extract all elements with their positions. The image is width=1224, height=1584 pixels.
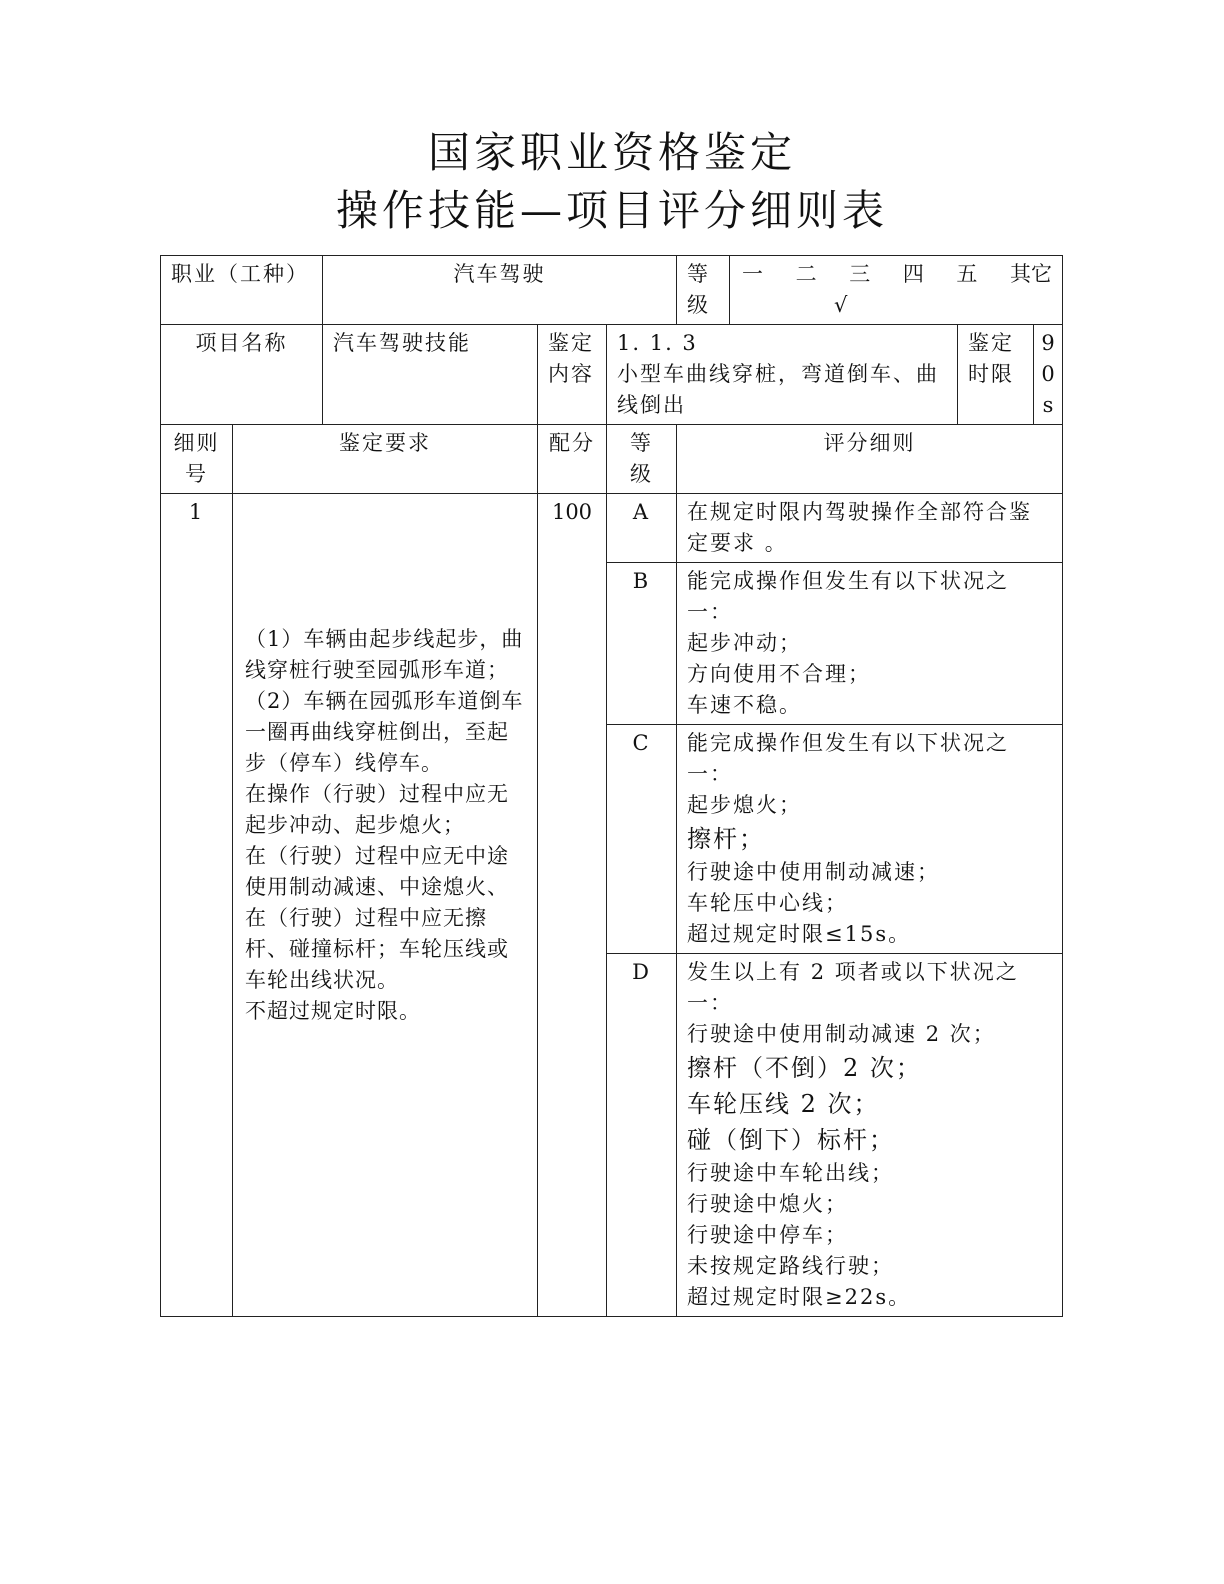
project-value: 汽车驾驶技能 bbox=[323, 325, 538, 425]
level-label bbox=[677, 256, 730, 325]
level-option-2: 二 bbox=[795, 262, 817, 286]
level-check-mark: √ bbox=[834, 293, 850, 317]
detail-line: 行驶途中停车； bbox=[687, 1223, 849, 1247]
score-value: 100 bbox=[538, 494, 607, 1317]
grade-b-detail bbox=[677, 563, 1063, 725]
occupation-label: 职业（工种） bbox=[161, 256, 323, 325]
detail-line: 能完成操作但发生有以下状况之一： bbox=[687, 569, 1010, 624]
time-label-2: 时限 bbox=[968, 362, 1015, 386]
detail-line: 擦杆（不倒）2 次； bbox=[687, 1054, 922, 1082]
level-label-2: 级 bbox=[687, 293, 711, 317]
col-requirement: 鉴定要求 bbox=[233, 425, 538, 494]
detail-line: 行驶途中使用制动减速 2 次； bbox=[687, 1022, 996, 1046]
detail-line: 超过规定时限≤15s。 bbox=[687, 922, 912, 946]
col-rule-no bbox=[161, 425, 233, 494]
level-label-1: 等 bbox=[687, 262, 711, 286]
col-grade-2: 级 bbox=[630, 462, 654, 486]
scoring-table bbox=[160, 255, 1063, 1317]
time-value: 90s bbox=[1034, 325, 1063, 425]
time-label-1: 鉴定 bbox=[968, 331, 1015, 355]
grade-c-detail bbox=[677, 725, 1063, 954]
grade-a: A bbox=[607, 494, 677, 563]
detail-line: 行驶途中使用制动减速； bbox=[687, 860, 941, 884]
detail-line: 在规定时限内驾驶操作全部符合鉴定要求 。 bbox=[687, 500, 1033, 555]
content-text: 小型车曲线穿桩，弯道倒车、曲线倒出 bbox=[617, 362, 939, 417]
col-rule-no-2: 号 bbox=[185, 462, 208, 486]
requirement-line: 在操作（行驶）过程中应无起步冲动、起步熄火； bbox=[245, 782, 509, 837]
rule-number: 1 bbox=[161, 494, 233, 1317]
detail-line: 未按规定路线行驶； bbox=[687, 1254, 895, 1278]
content-value bbox=[607, 325, 958, 425]
detail-line: 车速不稳。 bbox=[687, 693, 803, 717]
requirement-text bbox=[233, 494, 538, 1317]
content-code: 1. 1. 3 bbox=[617, 331, 698, 355]
grade-d: D bbox=[607, 954, 677, 1317]
detail-line: 车轮压中心线； bbox=[687, 891, 849, 915]
detail-line: 行驶途中车轮出线； bbox=[687, 1161, 895, 1185]
level-option-5: 五 bbox=[956, 262, 978, 286]
requirement-line: 不超过规定时限。 bbox=[245, 999, 421, 1023]
detail-line: 碰（倒下）标杆； bbox=[687, 1126, 896, 1154]
detail-line: 起步熄火； bbox=[687, 793, 803, 817]
col-grade-1: 等 bbox=[630, 431, 654, 455]
level-option-3: 三 bbox=[849, 262, 871, 286]
level-option-1: 一 bbox=[742, 262, 764, 286]
project-label: 项目名称 bbox=[161, 325, 323, 425]
col-score: 配分 bbox=[538, 425, 607, 494]
grade-c: C bbox=[607, 725, 677, 954]
content-label-1: 鉴定 bbox=[548, 331, 594, 355]
detail-line: 能完成操作但发生有以下状况之一： bbox=[687, 731, 1010, 786]
detail-line: 起步冲动； bbox=[687, 631, 803, 655]
detail-line: 行驶途中熄火； bbox=[687, 1192, 849, 1216]
detail-line: 发生以上有 2 项者或以下状况之一： bbox=[687, 960, 1019, 1015]
level-option-other: 其它 bbox=[1010, 262, 1052, 286]
requirement-line: 在（行驶）过程中应无中途使用制动减速、中途熄火、在（行驶）过程中应无擦杆、碰撞标杆；车轮压线或车轮出线状况。 bbox=[245, 844, 509, 992]
grade-b: B bbox=[607, 563, 677, 725]
col-grade bbox=[607, 425, 677, 494]
detail-line: 超过规定时限≥22s。 bbox=[687, 1285, 912, 1309]
col-detail: 评分细则 bbox=[677, 425, 1063, 494]
grade-a-detail bbox=[677, 494, 1063, 563]
occupation-value: 汽车驾驶 bbox=[323, 256, 677, 325]
level-options bbox=[730, 256, 1063, 325]
requirement-line: （2）车辆在园弧形车道倒车一圈再曲线穿桩倒出，至起步（停车）线停车。 bbox=[245, 689, 524, 775]
grade-d-detail bbox=[677, 954, 1063, 1317]
col-rule-no-1: 细则 bbox=[173, 431, 220, 455]
detail-line: 擦杆； bbox=[687, 825, 766, 853]
detail-line: 方向使用不合理； bbox=[687, 662, 872, 686]
level-option-4: 四 bbox=[902, 262, 924, 286]
requirement-line: （1）车辆由起步线起步，曲线穿桩行驶至园弧形车道； bbox=[245, 627, 524, 682]
content-label bbox=[538, 325, 607, 425]
time-label bbox=[958, 325, 1034, 425]
document-title-line2: 操作技能—项目评分细则表 bbox=[335, 186, 888, 235]
document-title-line1: 国家职业资格鉴定 bbox=[427, 128, 796, 177]
detail-line: 车轮压线 2 次； bbox=[687, 1090, 880, 1118]
content-label-2: 内容 bbox=[548, 362, 594, 386]
